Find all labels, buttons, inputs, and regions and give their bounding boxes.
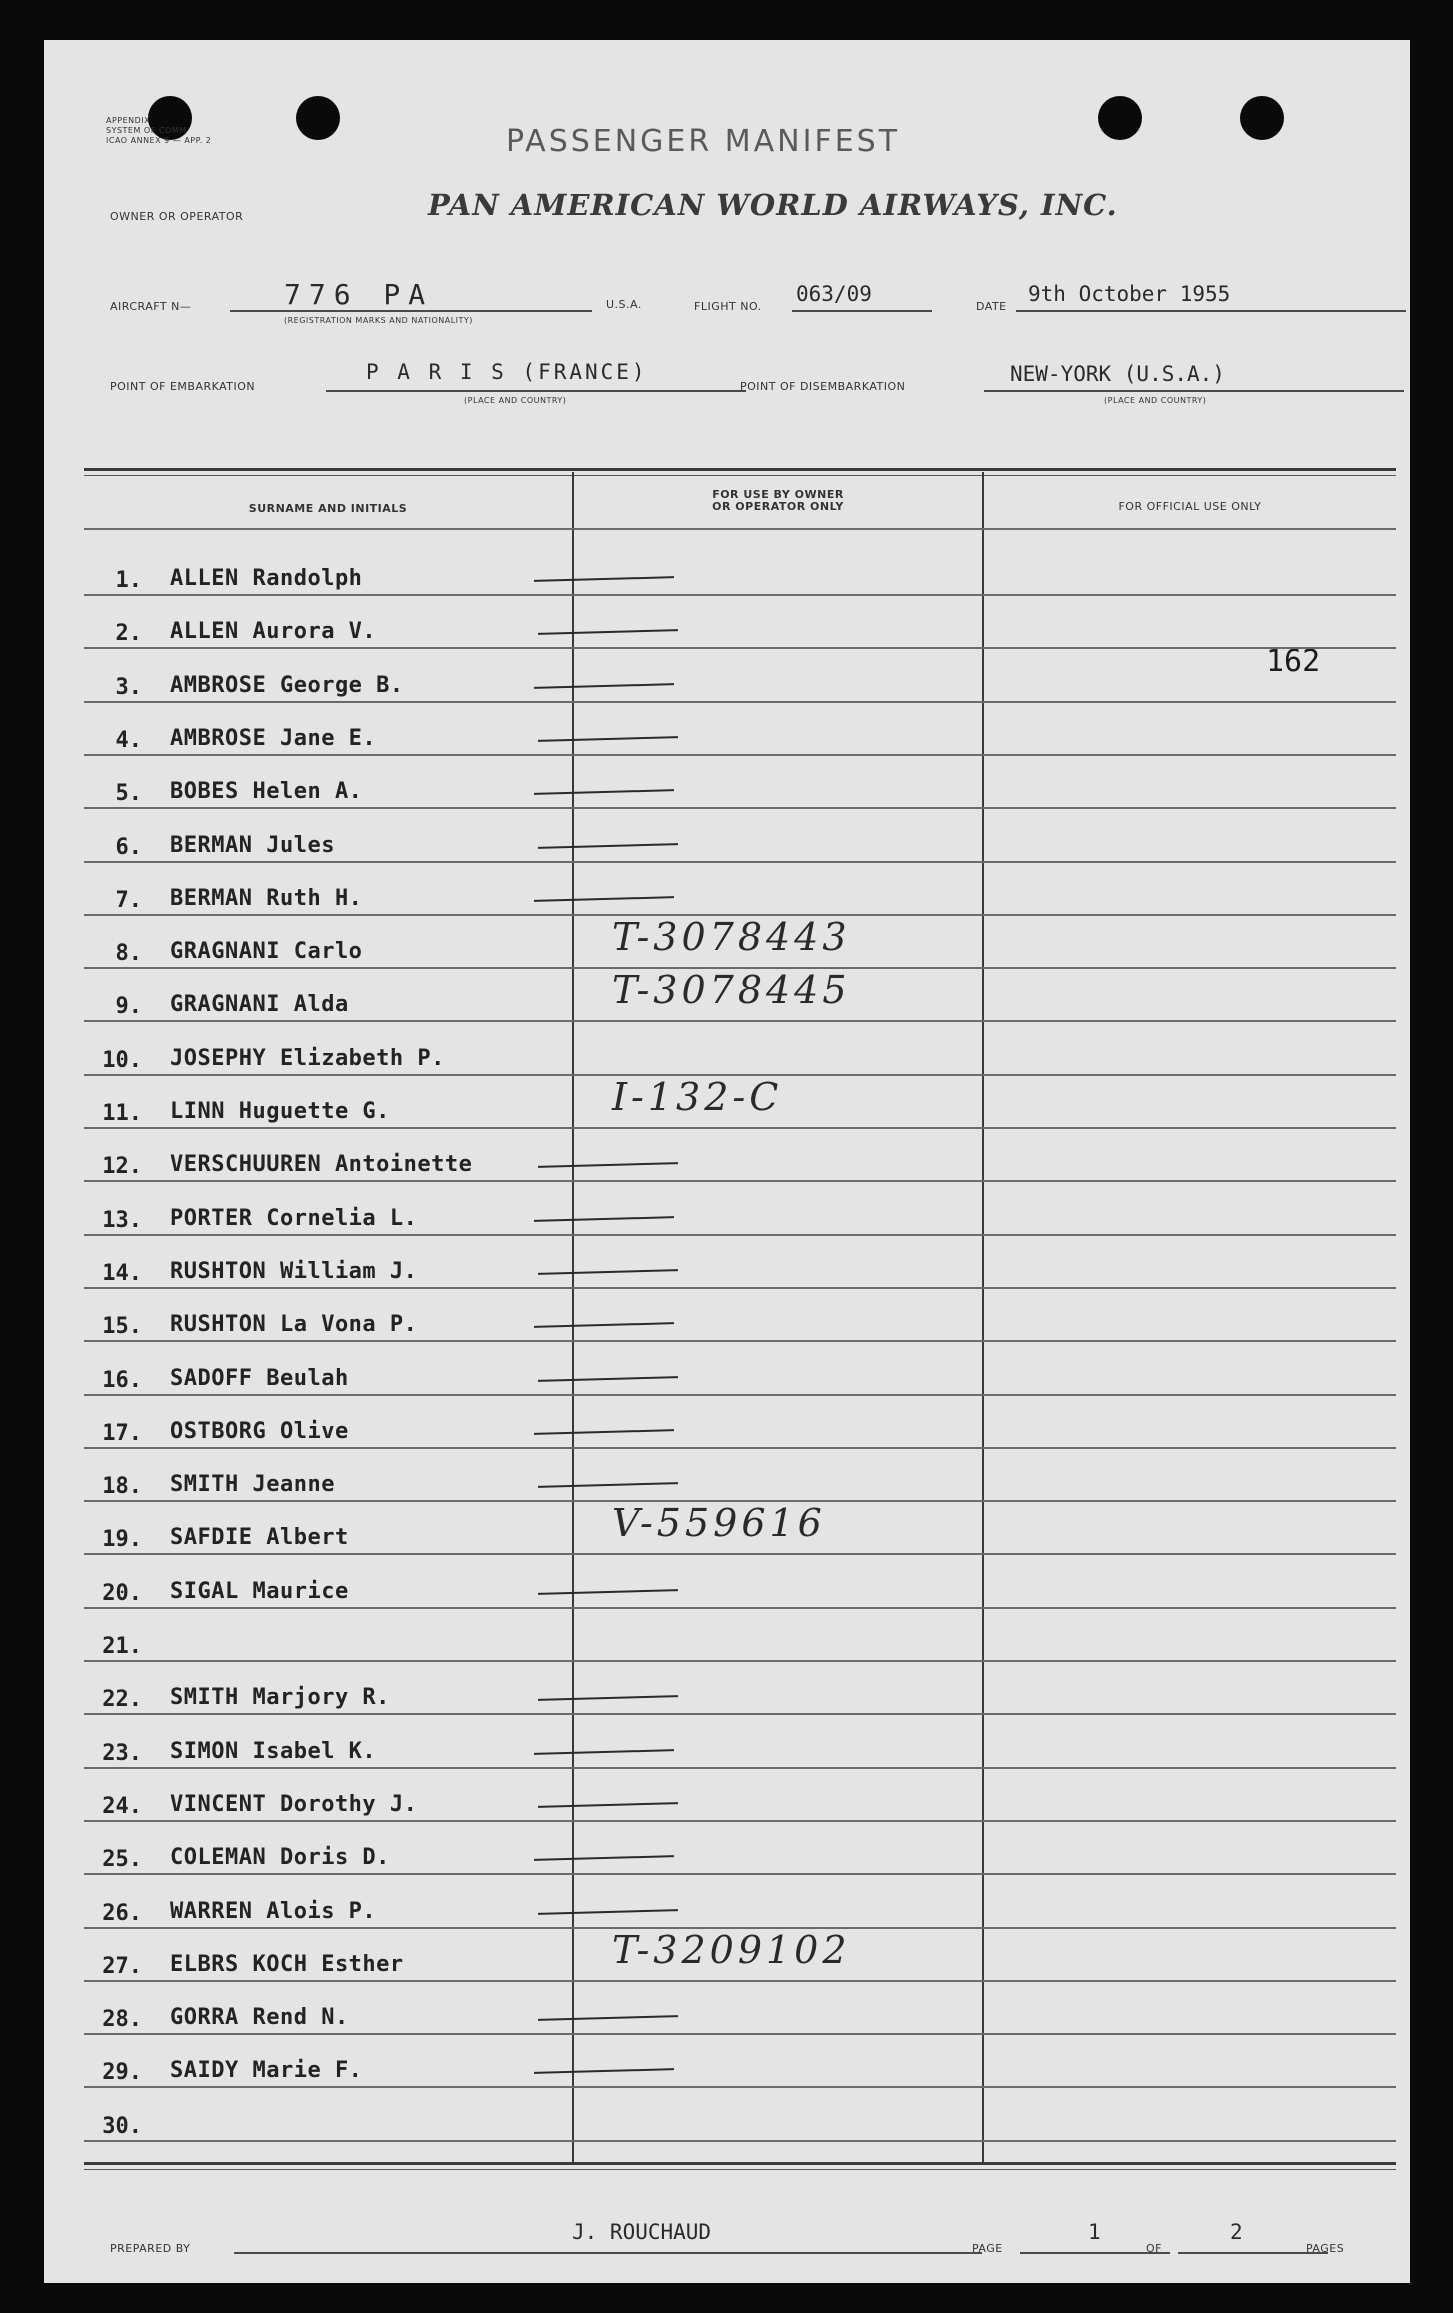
row-number: 16. [102,1367,142,1393]
punch-hole [1098,96,1142,140]
row-number: 18. [102,1474,142,1500]
column-header-owner: OR OPERATOR ONLY [712,500,844,513]
check-mark-dash [534,1749,674,1755]
passenger-name: AMBROSE Jane E. [170,725,377,751]
owner-label: OWNER OR OPERATOR [110,210,244,223]
passenger-name: ALLEN Aurora V. [170,619,377,645]
passenger-name: ELBRS KOCH Esther [170,1951,404,1977]
check-mark-dash [538,843,678,849]
passenger-name: VINCENT Dorothy J. [170,1791,418,1817]
usa-label: U.S.A. [606,298,642,311]
passenger-name: RUSHTON William J. [170,1258,418,1284]
passenger-name: SAFDIE Albert [170,1525,349,1551]
row-number: 19. [102,1527,142,1553]
prepared-value: J. ROUCHAUD [572,2220,712,2244]
row-rule [84,1234,1396,1236]
handwritten-document-number: T-3078445 [612,968,851,1013]
row-rule [84,647,1396,649]
check-mark-dash [538,1589,678,1595]
row-number: 21. [102,1634,142,1659]
passenger-name: GORRA Rend N. [170,2005,349,2031]
row-rule [84,1340,1396,1342]
row-number: 25. [102,1847,142,1873]
passenger-name: SMITH Jeanne [170,1472,335,1498]
check-mark-dash [538,736,678,742]
check-mark-dash [534,1429,674,1435]
check-mark-dash [534,576,674,582]
row-number: 9. [115,994,142,1020]
row-rule [84,1180,1396,1182]
handwritten-document-number: V-559616 [612,1501,826,1546]
row-number: 3. [115,674,142,700]
row-number: 5. [115,781,142,807]
aircraft-value: 776 PA [284,278,434,311]
row-rule [84,1820,1396,1822]
check-mark-dash [534,896,674,902]
row-number: 22. [102,1687,142,1713]
row-rule [84,1287,1396,1289]
passenger-name: SADOFF Beulah [170,1365,349,1391]
check-mark-dash [538,1909,678,1915]
row-number: 1. [115,568,142,593]
row-number: 28. [102,2007,142,2033]
row-rule [84,701,1396,703]
row-number: 24. [102,1793,142,1819]
passenger-name: BERMAN Jules [170,832,335,858]
row-number: 30. [102,2113,142,2139]
passenger-name: BERMAN Ruth H. [170,885,363,911]
passenger-name: ALLEN Randolph [170,566,363,591]
page-total: 2 [1230,2220,1243,2244]
row-rule [84,1980,1396,1982]
row-rule [84,1873,1396,1875]
punch-hole [1240,96,1284,140]
row-rule [84,2033,1396,2035]
check-mark-dash [538,1162,678,1168]
passenger-name: RUSHTON La Vona P. [170,1312,418,1338]
row-rule [84,807,1396,809]
column-header-official: FOR OFFICIAL USE ONLY [1118,500,1262,513]
official-number: 162 [1266,644,1321,679]
check-mark-dash [534,789,674,795]
disembark-label: POINT OF DISEMBARKATION [740,380,906,393]
date-label: DATE [976,300,1007,313]
row-number: 2. [115,621,142,647]
page-label: PAGE [972,2242,1003,2255]
check-mark-dash [538,1376,678,1382]
row-rule [84,754,1396,756]
passenger-name: PORTER Cornelia L. [170,1205,418,1231]
row-rule [84,1553,1396,1555]
row-number: 7. [115,887,142,913]
row-rule [84,1713,1396,1715]
row-rule [84,2140,1396,2142]
row-rule [84,594,1396,596]
registration-caption: (REGISTRATION MARKS AND NATIONALITY) [284,316,473,325]
check-mark-dash [538,1482,678,1488]
passenger-name: LINN Huguette G. [170,1099,390,1124]
passenger-name: JOSEPHY Elizabeth P. [170,1045,445,1071]
embark-value: P A R I S (FRANCE) [366,360,648,384]
of-label: OF [1146,2242,1162,2255]
embark-label: POINT OF EMBARKATION [110,380,256,393]
passenger-name: OSTBORG Olive [170,1418,349,1444]
row-number: 13. [102,1207,142,1233]
row-number: 11. [102,1101,142,1126]
passenger-name: SAIDY Marie F. [170,2058,363,2084]
row-number: 17. [102,1420,142,1446]
row-rule [84,1447,1396,1449]
row-rule [84,1020,1396,1022]
handwritten-document-number: T-3078443 [612,915,851,960]
airline-name: PAN AMERICAN WORLD AIRWAYS, INC. [428,188,1118,222]
check-mark-dash [538,1269,678,1275]
column-header-surname: SURNAME AND INITIALS [248,502,408,515]
row-number: 26. [102,1900,142,1926]
row-number: 27. [102,1953,142,1979]
page-number: 1 [1088,2220,1101,2244]
passenger-name: SIMON Isabel K. [170,1738,377,1764]
check-mark-dash [534,1216,674,1222]
check-mark-dash [534,1322,674,1328]
row-number: 6. [115,834,142,860]
row-number: 8. [115,941,142,967]
row-number: 12. [102,1154,142,1180]
row-rule [84,2086,1396,2088]
disembark-value: NEW-YORK (U.S.A.) [1010,362,1225,386]
handwritten-document-number: I-132-C [612,1075,783,1119]
row-number: 4. [115,727,142,753]
passenger-name: GRAGNANI Alda [170,992,349,1018]
check-mark-dash [534,683,674,689]
row-rule [84,1127,1396,1129]
passenger-name: SMITH Marjory R. [170,1685,390,1711]
flight-label: FLIGHT NO. [694,300,762,313]
check-mark-dash [538,2015,678,2021]
row-rule [84,1767,1396,1769]
passenger-name: WARREN Alois P. [170,1898,377,1924]
column-header-owner: FOR USE BY OWNER [712,488,844,501]
disembark-caption: (PLACE AND COUNTRY) [1104,396,1207,405]
check-mark-dash [538,629,678,635]
row-number: 14. [102,1260,142,1286]
check-mark-dash [538,1802,678,1808]
punch-hole [296,96,340,140]
date-value: 9th October 1955 [1028,282,1231,306]
row-number: 10. [102,1047,142,1073]
embark-caption: (PLACE AND COUNTRY) [464,396,567,405]
row-rule [84,1660,1396,1662]
page-title: PASSENGER MANIFEST [506,124,901,159]
pages-label: PAGES [1306,2242,1345,2255]
form-ref-line: ICAO ANNEX 9 — APP. 2 [106,136,212,145]
passenger-name: SIGAL Maurice [170,1578,349,1604]
row-number: 15. [102,1314,142,1340]
passenger-name: AMBROSE George B. [170,672,404,698]
row-rule [84,1394,1396,1396]
check-mark-dash [534,2069,674,2075]
passenger-name: VERSCHUUREN Antoinette [170,1152,473,1178]
row-number: 23. [102,1740,142,1766]
check-mark-dash [534,1855,674,1861]
passenger-name: GRAGNANI Carlo [170,939,363,965]
passenger-name: COLEMAN Doris D. [170,1845,390,1871]
check-mark-dash [538,1695,678,1701]
row-number: 29. [102,2060,142,2086]
passenger-name: BOBES Helen A. [170,779,363,805]
row-rule [84,1607,1396,1609]
form-ref-line: APPENDIX [106,116,151,125]
prepared-label: PREPARED BY [110,2242,191,2255]
form-ref-line: SYSTEM OF COMM [106,126,187,135]
row-rule [84,861,1396,863]
manifest-sheet [44,40,1410,2283]
flight-value: 063/09 [796,282,872,306]
row-number: 20. [102,1580,142,1606]
handwritten-document-number: T-3209102 [612,1927,851,1972]
aircraft-label: AIRCRAFT N— [110,300,192,313]
